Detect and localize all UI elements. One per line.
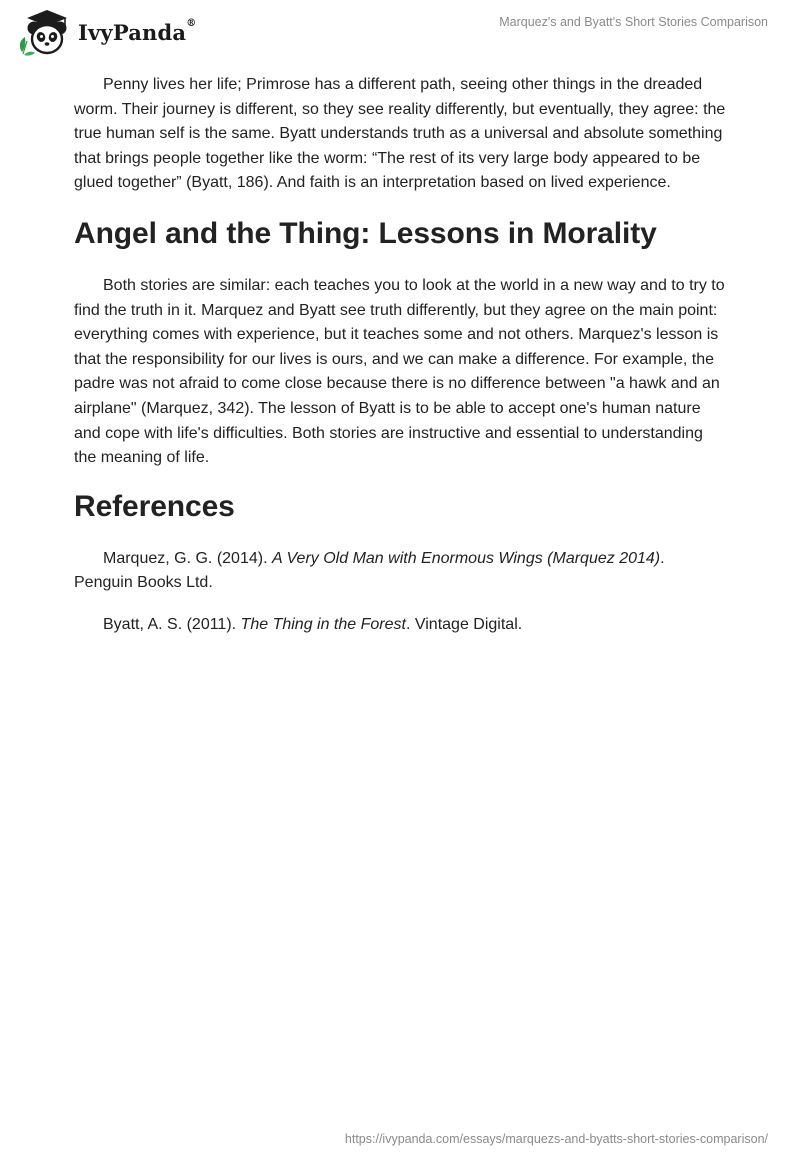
essay-content [74,73,726,655]
document-title: Marquez's and Byatt's Short Stories Comparison [499,15,768,29]
reference-title: The Thing in the Forest [240,615,406,633]
reference-item: Byatt, A. S. (2011). The Thing in the Forest. Vintage Digital. [103,615,523,633]
logo-text: IvyPanda® [78,17,197,45]
page-header [0,0,800,60]
reference-item: Marquez, G. G. (2014). A Very Old Man with Enormous Wings (Marquez 2014). Penguin Books Ltd. [74,549,665,592]
paragraph-2: Both stories are similar: each teaches you to look at the world in a new way and to try to find the truth in it. Marquez and Byatt see truth differently, but they agree on the main point: everything comes with experience, but it teaches some and not others. Marquez's lesson is that the responsibility for our lives is ours, and we can make a difference. For example, the padre was not afraid to come close because there is no difference between "a hawk and an airplane" (Marquez, 342). The lesson of Byatt is to be able to accept one's human nature and cope with life's difficulties. Both stories are instructive and essential to understanding the meaning of life. [74,276,725,467]
source-url[interactable]: https://ivypanda.com/essays/marquezs-and-byatts-short-stories-comparison/ [344,1132,768,1146]
section-heading-morality: Angel and the Thing: Lessons in Morality [74,216,657,250]
ivypanda-logo[interactable] [14,8,196,58]
panda-graduate-icon [14,8,76,58]
section-heading-references: References [74,489,235,523]
reference-title: A Very Old Man with Enormous Wings (Marquez 2014) [271,549,661,567]
paragraph-1: Penny lives her life; Primrose has a different path, seeing other things in the dreaded worm. Their journey is different, so they see reality differently, but eventually, they agree: the true human self is the same. Byatt understands truth as a universal and absolute something that brings people together like the worm: “The rest of its very large body appeared to be glued together” (Byatt, 186). And faith is an interpretation based on lived experience. [74,76,726,192]
